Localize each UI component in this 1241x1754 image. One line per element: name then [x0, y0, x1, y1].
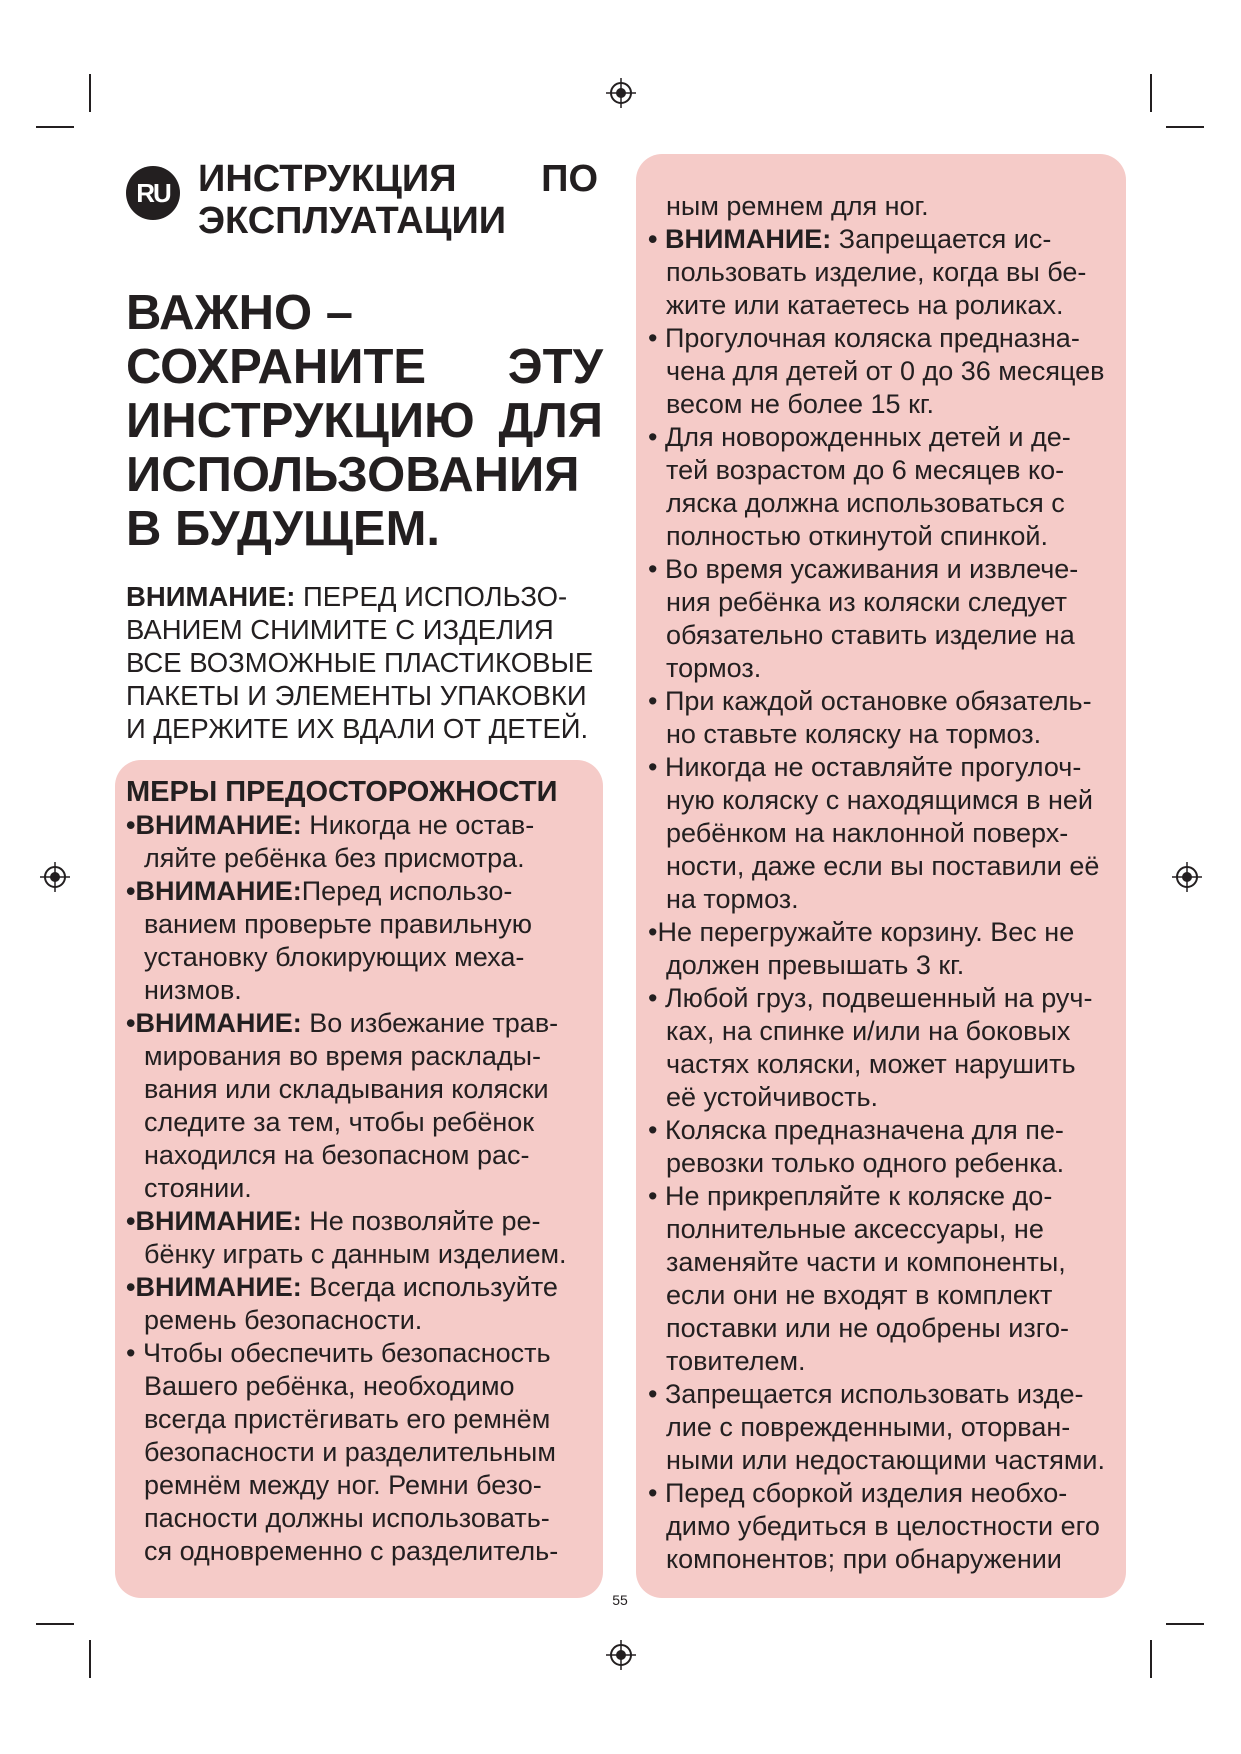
list-item-line: ребёнком на наклонной поверх-: [666, 818, 1069, 848]
registration-mark-icon: [1172, 862, 1202, 892]
list-item: • Перед сборкой изделия необхо-: [648, 1478, 1068, 1508]
list-item: • Коляска предназначена для пе-: [648, 1115, 1064, 1145]
list-item-line: ными или недостающими частями.: [666, 1445, 1105, 1475]
list-item: •Не перегружайте корзину. Вес не: [648, 917, 1075, 947]
list-item-line: димо убедиться в целостности его: [666, 1511, 1100, 1541]
crop-mark: [89, 74, 91, 112]
list-item-line: частях коляски, может нарушить: [666, 1049, 1076, 1079]
crop-mark: [36, 1623, 74, 1625]
page-number: 55: [612, 1592, 628, 1608]
list-item: •ВНИМАНИЕ:Перед использо-: [126, 876, 513, 906]
crop-mark: [1166, 126, 1204, 128]
language-badge: RU: [126, 166, 180, 220]
continued-column: ным ремнем для ног. • ВНИМАНИЕ: Запрещается ис- пользовать изделие, когда вы бе- жите или катаетесь на роликах. • Прогулочная коляска предназна- чена для детей от 0 до 36 месяцев весом не более 15 кг. • Для новорожденных детей и де- тей возрастом до 6 месяцев ко- ляска должна использоваться с полностью откинутой спинкой. • Во время усаживания и извлече- ния ребёнка из коляски следует обязательно ставить изделие на тормоз. • При каждой остановке обязатель- но ставьте коляску на тормоз. • Никогда не оставляйте прогулоч- ную коляску с находящимся в ней ребёнком на наклонной поверх- ности, даже если вы поставили её на тормоз. •Не перегружайте корзину. Вес не должен превышать 3 кг. • Любой груз, подвешенный на руч- ках, на спинке и/или на боковых частях коляски, может нарушить её устойчивость. • Коляска предназначена для пе- ревозки только одного ребенка. • Не прикрепляйте к коляске до- полнительные аксессуары, не заменяйте части и компоненты, если они не входят в комплект поставки или не одобрены изго- товителем. • Запрещается использовать изде- лие с поврежденными, оторван- ными или недостающими частями. • Перед сборкой изделия необхо- димо убедиться в целостности его компонентов; при обнаружении: [648, 190, 1124, 1576]
right-list: [648, 322, 1124, 1576]
registration-mark-icon: [40, 862, 70, 892]
section-heading: МЕРЫ ПРЕДОСТОРОЖНОСТИ: [126, 776, 558, 808]
list-item: • Прогулочная коляска предназна-: [648, 323, 1080, 353]
crop-mark: [89, 1640, 91, 1678]
list-item: •ВНИМАНИЕ: Не позволяйте ре-: [126, 1206, 541, 1236]
list-item-line: полнительные аксессуары, не: [666, 1214, 1044, 1244]
list-item: • Во время усаживания и извлече-: [648, 554, 1079, 584]
list-item-line: тей возрастом до 6 месяцев ко-: [666, 455, 1065, 485]
list-item-line: если они не входят в комплект: [666, 1280, 1053, 1310]
list-item-line: ную коляску с находящимся в ней: [666, 785, 1093, 815]
list-item: • Не прикрепляйте к коляске до-: [648, 1181, 1053, 1211]
list-item-line: лие с поврежденными, оторван-: [666, 1412, 1071, 1442]
list-item: • При каждой остановке обязатель-: [648, 686, 1092, 716]
list-item-line: обязательно ставить изделие на: [666, 620, 1075, 650]
list-item-line: её устойчивость.: [666, 1082, 879, 1112]
list-item: •ВНИМАНИЕ: Всегда используйте: [126, 1272, 558, 1302]
list-item: • Чтобы обеспечить безопасность: [126, 1338, 551, 1368]
list-item: • ВНИМАНИЕ: Запрещается ис-: [648, 224, 1052, 254]
list-item-line: ляска должна использоваться с: [666, 488, 1065, 518]
crop-mark: [1166, 1623, 1204, 1625]
list-item-line: ревозки только одного ребенка.: [666, 1148, 1065, 1178]
registration-mark-icon: [606, 78, 636, 108]
list-item-line: компонентов; при обнаружении: [666, 1544, 1062, 1574]
list-item: • Запрещается использовать изде-: [648, 1379, 1084, 1409]
list-item-line: ности, даже если вы поставили её: [666, 851, 1100, 881]
crop-mark: [1150, 74, 1152, 112]
list-item-line: тормоз.: [666, 653, 762, 683]
page-title-line-2: ЭКСПЛУАТАЦИИ: [198, 200, 507, 242]
list-item: •ВНИМАНИЕ: Никогда не остав-: [126, 810, 535, 840]
important-notice: ВАЖНО – СОХРАНИТЕ ЭТУ ИНСТРУКЦИЮ ДЛЯ ИСПОЛЬЗОВАНИЯ В БУДУЩЕМ.: [126, 286, 603, 556]
registration-mark-icon: [606, 1640, 636, 1670]
list-item-line: весом не более 15 кг.: [666, 389, 934, 419]
list-item-line: должен превышать 3 кг.: [666, 950, 965, 980]
list-item: • Для новорожденных детей и де-: [648, 422, 1071, 452]
list-item-line: полностью откинутой спинкой.: [666, 521, 1048, 551]
crop-mark: [36, 126, 74, 128]
list-item: • Любой груз, подвешенный на руч-: [648, 983, 1093, 1013]
list-item-line: чена для детей от 0 до 36 месяцев: [666, 356, 1105, 386]
precautions-column: МЕРЫ ПРЕДОСТОРОЖНОСТИ •ВНИМАНИЕ: Никогда не остав- ляйте ребёнка без присмотра. •ВНИМАНИЕ:Перед использо- ванием проверьте правильную установку блокирующих меха- низмов. •ВНИМАНИЕ: Во избежание трав- мирования во время расклады- вания или складывания коляски следите за тем, чтобы ребёнок находился на безопасном рас- стоянии. •ВНИМАНИЕ: Не позволяйте ре- бёнку играть с данным изделием. •ВНИМАНИЕ: Всегда используйте ремень безопасности. • Чтобы обеспечить безопасность Вашего ребёнка, необходимо всегда пристёгивать его ремнём безопасности и разделительным ремнём между ног. Ремни безо- пасности должны использовать- ся одновременно с разделитель-: [126, 776, 602, 1568]
page-title-line-1: ИНСТРУКЦИЯ ПО: [198, 158, 598, 200]
list-item-line: товителем.: [666, 1346, 806, 1376]
list-item: •ВНИМАНИЕ: Во избежание трав-: [126, 1008, 559, 1038]
packaging-warning: ВНИМАНИЕ: ПЕРЕД ИСПОЛЬЗО- ВАНИЕМ СНИМИТЕ С ИЗДЕЛИЯ ВСЕ ВОЗМОЖНЫЕ ПЛАСТИКОВЫЕ ПАКЕТЫ И ЭЛЕМЕНТЫ УПАКОВКИ И ДЕРЖИТЕ ИХ ВДАЛИ ОТ ДЕТЕЙ.: [126, 581, 594, 744]
list-item-line: поставки или не одобрены изго-: [666, 1313, 1070, 1343]
list-item: • Никогда не оставляйте прогулоч-: [648, 752, 1082, 782]
list-item-line: на тормоз.: [666, 884, 799, 914]
crop-mark: [1150, 1640, 1152, 1678]
list-item-line: но ставьте коляску на тормоз.: [666, 719, 1042, 749]
list-item-line: ках, на спинке и/или на боковых: [666, 1016, 1071, 1046]
list-item-line: ния ребёнка из коляски следует: [666, 587, 1068, 617]
list-item-line: заменяйте части и компоненты,: [666, 1247, 1066, 1277]
